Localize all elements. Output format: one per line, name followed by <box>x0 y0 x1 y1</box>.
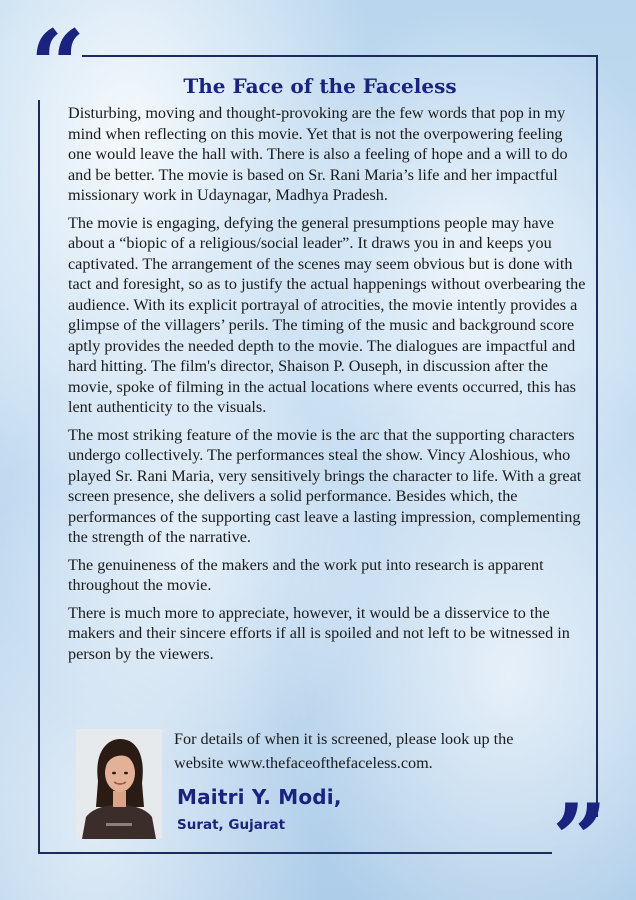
frame-bottom-border <box>38 852 552 854</box>
frame-left-border <box>38 100 40 854</box>
author-portrait-icon <box>76 729 162 839</box>
details-line-1: For details of when it is screened, please look up the <box>174 730 514 748</box>
paragraph-4: The genuineness of the makers and the work put into research is apparent throughout the movie. <box>68 555 544 594</box>
author-name: Maitri Y. Modi, <box>177 785 342 809</box>
open-quote-icon: “ <box>30 9 86 122</box>
paragraph-1: Disturbing, moving and thought-provoking are the few words that pop in my mind when reflecting on this movie. Yet that is not the overpowering feeling one would leave the hall with. There is also a feeling of hope and a will to do and be better. The movie is based on Sr. Rani Maria’s life and her impactful missionary work in Udaynagar, Madhya Pradesh. <box>68 104 568 204</box>
paragraph-2: The movie is engaging, defying the general presumptions people may have about a “biopic of a religious/social leader”. It draws you in and keeps you captivated. The arrangement of the scenes may seem obvious but is done with tact and foresight, so as to justify the actual happenings without overbearing the audience. With its explicit portrayal of atrocities, the movie intently provides a glimpse of the villagers’ perils. The timing of the music and background score aptly provides the needed depth to the movie. The dialogues are impactful and hard hitting. The film's director, Shaison P. Ouseph, in discussion after the movie, spoke of filming in the actual locations where events occurred, this has lent authenticity to the visuals. <box>68 213 586 416</box>
author-location: Surat, Gujarat <box>177 817 286 833</box>
author-photo <box>76 729 162 839</box>
close-quote-icon: ” <box>552 783 608 896</box>
article-body <box>68 103 588 671</box>
paragraph-5: There is much more to appreciate, however, it would be a disservice to the makers and their sincere efforts if all is spoiled and not left to be witnessed in person by the viewers. <box>68 603 570 663</box>
screening-details <box>174 727 574 775</box>
article-title: The Face of the Faceless <box>183 74 457 98</box>
frame-right-border <box>596 55 598 817</box>
paragraph-3: The most striking feature of the movie is the arc that the supporting characters undergo collectively. The performances steal the show. Vincy Aloshious, who played Sr. Rani Maria, very sensitively brings the character to life. With a great screen presence, she delivers a solid performance. Besides which, the performances of the supporting cast leave a lasting impression, complementing the strength of the narrative. <box>68 425 582 546</box>
details-line-2: website www.thefaceofthefaceless.com. <box>174 754 433 772</box>
frame-top-border <box>82 55 598 57</box>
